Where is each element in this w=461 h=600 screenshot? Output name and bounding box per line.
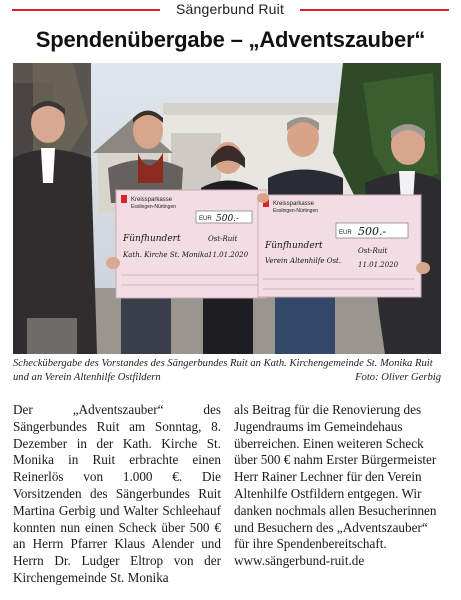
check-left-amount: 500.- xyxy=(216,214,240,224)
section-header xyxy=(0,0,461,22)
check-right xyxy=(258,195,421,297)
article-column-right xyxy=(234,402,442,570)
body-text-right: als Beitrag für die Renovierung des Jugendraums im Gemeindehaus überreichen. Einen weiteren Scheck über 500 € nahm Erster Bürgermeister Herr Rainer Lechner für den Verein Altenhilfe Ostfildern entgegen. Wir danken nochmals allen Besucherinnen und Besuchern des „Adventszauber“ für ihre Spendenbereitschaft. xyxy=(234,402,437,552)
check-right-currency: EUR xyxy=(339,230,352,236)
photo-caption-block xyxy=(13,357,441,385)
check-left-bank-sub: Esslingen-Nürtingen xyxy=(131,204,177,210)
header-rule-right xyxy=(300,9,449,11)
check-left xyxy=(116,190,266,298)
header-rule-left xyxy=(12,9,160,11)
check-left-bank: Kreissparkasse xyxy=(131,197,173,203)
check-right-date: 11.01.2020 xyxy=(358,261,399,269)
section-title: Sängerbund Ruit xyxy=(175,1,285,17)
website-link[interactable]: www.sängerbund-ruit.de xyxy=(234,553,365,569)
photo-credit: Foto: Oliver Gerbig xyxy=(355,372,441,383)
check-left-place: Ost-Ruit xyxy=(208,235,238,243)
check-right-bank: Kreissparkasse xyxy=(273,201,315,207)
photo-illustration xyxy=(13,63,441,354)
check-right-amount: 500.- xyxy=(358,225,387,238)
check-left-amount-words: Fünfhundert xyxy=(123,234,181,244)
article-headline: Spendenübergabe – „Adventszauber“ xyxy=(35,27,426,52)
check-left-currency: EUR xyxy=(199,216,212,222)
check-right-place: Ost-Ruit xyxy=(358,247,388,255)
check-right-bank-sub: Esslingen-Nürtingen xyxy=(273,208,319,214)
article-column-left xyxy=(13,402,221,587)
body-text-left: Der „Adventszauber“ des Sängerbundes Ruit am Sonntag, 8. Dezember in der Kath. Kirche St. Monika in Ruit erbrachte einen Reinerlös von 1.000 €. Die Vorsitzenden des Sängerbundes Ruit Martina Gerbig und Walter Schleehauf konnten nun einen Scheck über 500 € an Herrn Pfarrer Klaus Alender und Herrn Dr. Ludger Eltrop von der Kirchengemeinde St. Monika xyxy=(13,402,221,585)
article-photo xyxy=(13,63,441,354)
check-right-payee: Verein Altenhilfe Ost. xyxy=(265,257,342,265)
check-right-amount-words: Fünfhundert xyxy=(265,241,323,251)
check-left-payee: Kath. Kirche St. Monika xyxy=(123,251,209,259)
photo-caption: Scheckübergabe des Vorstandes des Sängerbundes Ruit an Kath. Kirchengemeinde St. Monika Ruit und an Verein Altenhilfe Ostfildern xyxy=(13,358,433,383)
check-left-date: 11.01.2020 xyxy=(208,251,249,259)
